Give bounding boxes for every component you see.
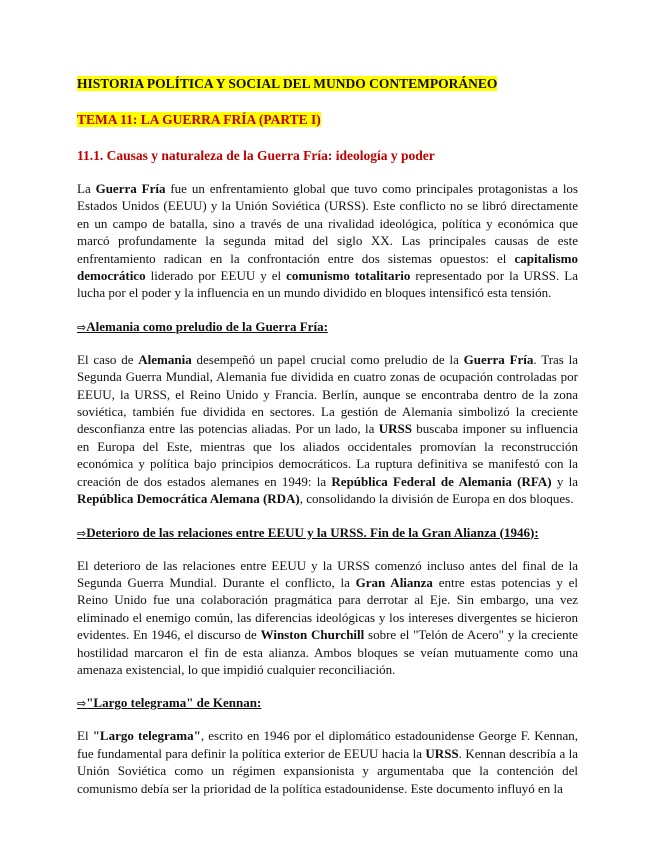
- bold-term: comunismo totalitario: [286, 268, 411, 284]
- section-heading-kennan: [77, 694, 578, 713]
- text-run: , escrito en 1946 por el diplomático estadounidense George F. Kennan, fue fundamental para definir la política exterior de EEUU hacia la: [77, 728, 578, 761]
- bold-term: URSS: [378, 421, 412, 437]
- text-run: El caso de: [77, 351, 139, 367]
- topic-title-highlight: TEMA 11: LA GUERRA FRÍA (PARTE I): [77, 112, 321, 127]
- course-title-highlight: HISTORIA POLÍTICA Y SOCIAL DEL MUNDO CONTEMPORÁNEO: [77, 76, 498, 91]
- text-run: . Kennan describía a la Unión Soviética como un régimen expansionista y argumentaba que la contención del comunismo debía ser la prioridad de la política estadounidense. Este documento influyó en la: [77, 745, 578, 796]
- section-heading-text: Deterioro de las relaciones entre EEUU y la URSS. Fin de la Gran Alianza (1946):: [86, 524, 539, 540]
- text-run: El: [77, 728, 93, 744]
- text-run: desempeñó un papel crucial como preludio de la: [191, 351, 464, 367]
- text-run: liderado por EEUU y el: [145, 268, 287, 284]
- bold-term: República Federal de Alemania (RFA): [331, 473, 552, 489]
- section-heading-alemania: [77, 318, 578, 337]
- bold-term: República Democrática Alemana (RDA): [77, 491, 300, 507]
- bold-term: Guerra Fría: [95, 181, 166, 196]
- text-run: y la: [551, 473, 579, 489]
- bold-term: Winston Churchill: [260, 627, 365, 643]
- text-run: representado por la URSS. La lucha por el poder y la influencia en un mundo dividido en bloques intensificó esta tensión.: [77, 268, 578, 301]
- section-heading-text: Alemania como preludio de la Guerra Fría:: [86, 318, 328, 334]
- bold-term: "Largo telegrama": [92, 728, 201, 744]
- text-run: buscaba imponer su influencia en Europa del Este, mientras que los aliados occidentales promovían la reconstrucción económica y política bajo principios democráticos. La ruptura definitiva se manifestó con la creación de dos estados alemanes en 1949: la: [77, 421, 578, 489]
- section-paragraph-deterioro: [77, 557, 578, 679]
- bold-term: capitalismo democrático: [77, 250, 578, 284]
- text-run: entre estas potencias y el Reino Unido fue una colaboración pragmática para derrotar al Eje. Sin embargo, una vez eliminado el enemigo común, las diferencias ideológicas y los intereses divergentes se hicieron evidentes. En 1946, el discurso de: [77, 574, 578, 643]
- bold-term: Guerra Fría: [463, 351, 534, 367]
- bold-term: URSS: [425, 745, 459, 761]
- document-body: [77, 74, 578, 797]
- section-heading-deterioro: [77, 524, 578, 543]
- text-run: sobre el "Telón de Acero" y la creciente hostilidad marcaron el fin de esta alianza. Ambos bloques se veían mutuamente como una amenaza existencial, lo que impidió cualquier reconciliación.: [77, 627, 578, 677]
- intro-paragraph: [77, 180, 578, 302]
- arrow-right-icon: ⇨: [77, 697, 87, 711]
- text-run: El deterioro de las relaciones entre EEUU y la URSS comenzó incluso antes del final de la Segunda Guerra Mundial. Durante el conflicto, la: [77, 557, 578, 590]
- text-run: . Tras la Segunda Guerra Mundial, Alemania fue dividida en cuatro zonas de ocupación controladas por EEUU, la URSS, el Reino Unido y Francia. Berlín, aunque se encontraba dentro de la zona soviética, también fue dividida en sectores. La gestión de Alemania simbolizó la creciente desconfianza entre las potencias aliadas. Por un lado, la: [77, 351, 579, 437]
- course-title: [77, 74, 578, 94]
- text-run: La: [77, 181, 96, 196]
- bold-term: Gran Alianza: [355, 574, 433, 590]
- bold-term: Alemania: [138, 351, 192, 367]
- section-paragraph-kennan: [77, 727, 578, 797]
- topic-title: [77, 110, 578, 130]
- subtopic-title: 11.1. Causas y naturaleza de la Guerra Fría: ideología y poder: [77, 148, 435, 163]
- arrow-right-icon: ⇨: [77, 526, 87, 540]
- section-heading-text: "Largo telegrama" de Kennan:: [86, 695, 262, 711]
- arrow-right-icon: ⇨: [77, 320, 87, 334]
- text-run: fue un enfrentamiento global que tuvo como principales protagonistas a los Estados Unidos (EEUU) y la Unión Soviética (URSS). Este conflicto no se libró directamente en un campo de batalla, sino a través de una rivalidad ideológica, política y económica que marcó profundamente la segunda mitad del siglo XX. Las principales causas de este enfrentamiento radican en la confrontación entre dos sistemas opuestos: el: [77, 181, 578, 266]
- section-paragraph-alemania: [77, 351, 578, 508]
- text-run: , consolidando la división de Europa en dos bloques.: [299, 491, 574, 507]
